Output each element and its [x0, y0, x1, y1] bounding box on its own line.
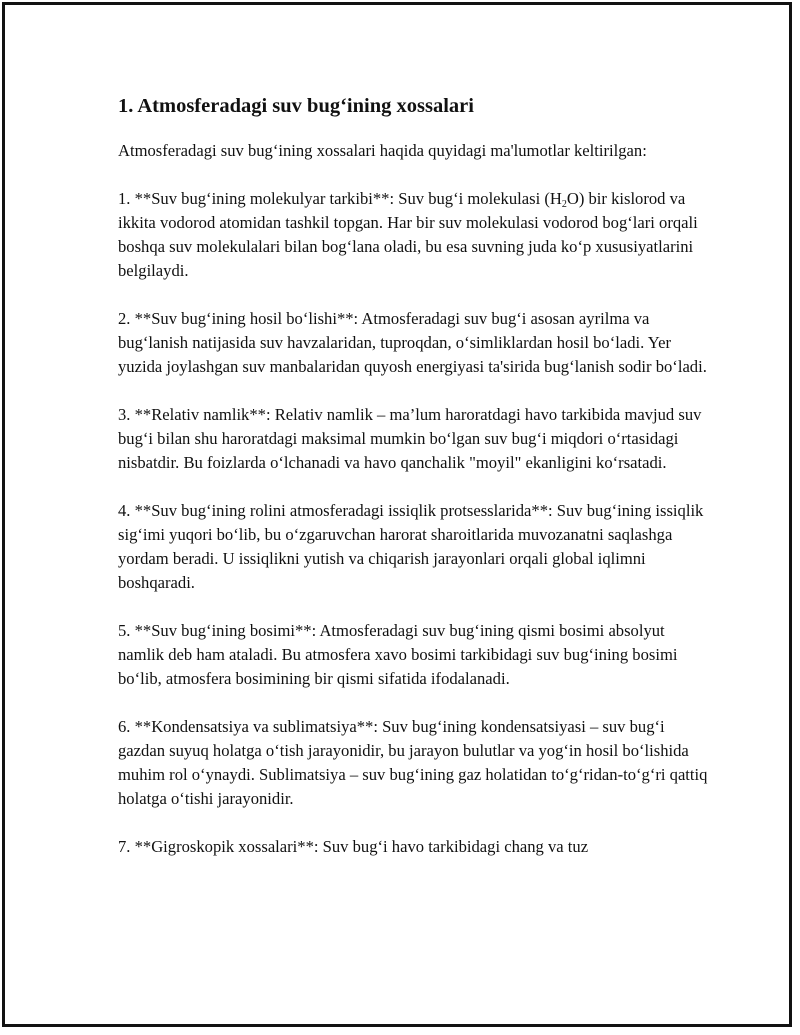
intro-paragraph: Atmosferadagi suv bug‘ining xossalari haqida quyidagi ma'lumotlar keltirilgan:	[118, 141, 647, 160]
item-condensation-sublimation: 6. **Kondensatsiya va sublimatsiya**: Suv bug‘ining kondensatsiyasi – suv bug‘i gazdan suyuq holatga o‘tish jarayonidir, bu jarayon bulutlar va yog‘in hosil bo‘lishida muhim rol o‘ynaydi. Sublimatsiya – suv bug‘ining gaz holatidan to‘g‘ridan-to‘g‘ri qattiq holatga o‘tishi jarayonidir.	[118, 717, 708, 808]
document-body	[118, 92, 708, 883]
item-text-after: O) bir kislorod va ikkita vodorod atomidan tashkil topgan. Har bir suv molekulasi vodorod bog‘lari orqali boshqa suv molekulalari bilan bog‘lana oladi, bu esa suvning juda ko‘p xususiyatlarini belgilaydi.	[118, 189, 698, 280]
item-hygroscopic-properties: 7. **Gigroskopik xossalari**: Suv bug‘i havo tarkibidagi chang va tuz	[118, 837, 589, 856]
subscript-two: 2	[561, 199, 567, 210]
item-molecular-composition	[118, 187, 708, 283]
item-vapor-pressure: 5. **Suv bug‘ining bosimi**: Atmosferadagi suv bug‘ining qismi bosimi absolyut namlik deb ham ataladi. Bu atmosfera xavo bosimi tarkibidagi suv bug‘ining bosimi bo‘lib, atmosfera bosimining bir qismi sifatida ifodalanadi.	[118, 621, 678, 688]
item-heat-processes: 4. **Suv bug‘ining rolini atmosferadagi issiqlik protsesslarida**: Suv bug‘ining issiqlik sig‘imi yuqori bo‘lib, bu o‘zgaruvchan harorat sharoitlarida muvozanatni saqlashga yordam beradi. U issiqlikni yutish va chiqarish jarayonlari orqali global iqlimni boshqaradi.	[118, 501, 704, 592]
item-text-before: 1. **Suv bug‘ining molekulyar tarkibi**: Suv bug‘i molekulasi (H	[118, 189, 562, 208]
item-relative-humidity: 3. **Relativ namlik**: Relativ namlik – ma’lum haroratdagi havo tarkibida mavjud suv bug‘i bilan shu haroratdagi maksimal mumkin bo‘lgan suv bug‘i miqdori o‘rtasidagi nisbatdir. Bu foizlarda o‘lchanadi va havo qanchalik "moyil" ekanligini ko‘rsatadi.	[118, 405, 702, 472]
item-formation: 2. **Suv bug‘ining hosil bo‘lishi**: Atmosferadagi suv bug‘i asosan ayrilma va bug‘lanish natijasida suv havzalaridan, tuproqdan, o‘simliklardan hosil bo‘ladi. Yer yuzida joylashgan suv manbalaridan quyosh energiyasi ta'sirida bug‘lanish sodir bo‘ladi.	[118, 309, 707, 376]
section-heading: 1. Atmosferadagi suv bug‘ining xossalari	[118, 95, 474, 117]
